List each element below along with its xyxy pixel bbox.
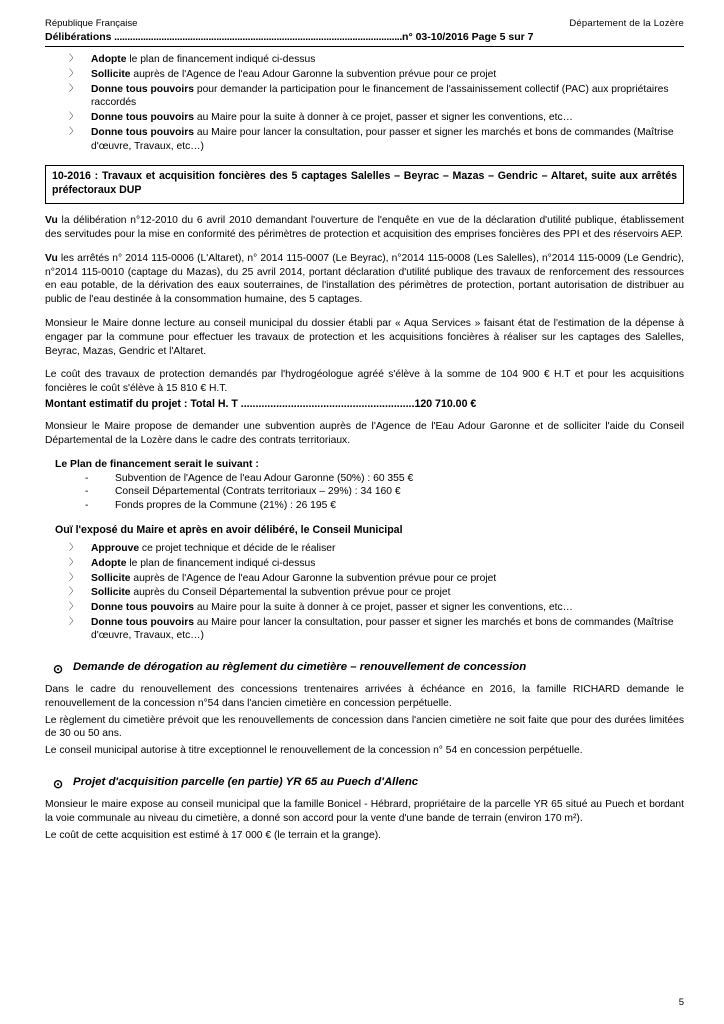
montant-line xyxy=(45,398,684,410)
bullet-text: le plan de financement indiqué ci-dessus xyxy=(126,557,316,569)
document-label: Délibérations xyxy=(45,31,112,44)
circle-dot-icon: ⊙ xyxy=(53,776,64,791)
page-header xyxy=(45,18,684,29)
paragraph-parcelle-2: Le coût de cette acquisition est estimé à 17 000 € (le terrain et la grange). xyxy=(45,829,381,841)
header-right-text: Département de la Lozère xyxy=(569,18,684,29)
list-item xyxy=(67,126,684,153)
bullet-keyword: Sollicite xyxy=(91,587,131,599)
bullet-text: au Maire pour lancer la consultation, pour passer et signer les marchés et bons de commandes (Maîtrise d'œuvre, Travaux, etc…) xyxy=(91,616,674,642)
vu-keyword: Vu xyxy=(45,215,58,227)
plan-financement-title: Le Plan de financement serait le suivant : xyxy=(55,458,259,470)
paragraph-cimetiere-2: Le règlement du cimetière prévoit que les renouvellements de concession dans l'ancien cimetière ne soit faite que pour des durées limitées de 30 ou 50 ans. xyxy=(45,714,684,740)
list-item xyxy=(67,572,684,586)
paragraph-cout: Le coût des travaux de protection demandés par l'hydrogéologue agréé s'élève à la somme de 104 900 € H.T et pour les acquisitions foncières le coût s'élève à 15 810 € H.T. xyxy=(45,369,684,395)
montant-value: 120 710.00 € xyxy=(414,397,477,410)
bullet-keyword: Donne tous pouvoirs xyxy=(91,112,194,124)
list-item xyxy=(67,68,684,82)
section-title-text: Projet d'acquisition parcelle (en partie) YR 65 au Puech d'Allenc xyxy=(73,775,419,788)
bullet-keyword: Adopte xyxy=(91,557,127,569)
circle-dot-icon: ⊙ xyxy=(53,661,64,676)
list-item xyxy=(67,542,684,556)
bullet-text: au Maire pour la suite à donner à ce projet, passer et signer les conventions, etc… xyxy=(193,601,573,613)
bullet-text: le plan de financement indiqué ci-dessus xyxy=(126,54,316,66)
list-item: - Fonds propres de la Commune (21%) : 26 195 € xyxy=(85,499,684,513)
bullet-keyword: Sollicite xyxy=(91,69,131,81)
bullet-text: pour demander la participation pour le financement de l'assainissement collectif (PAC) aux propriétaires raccordés xyxy=(91,83,669,109)
bullet-text: auprès de l'Agence de l'eau Adour Garonne la subvention prévue pour ce projet xyxy=(130,572,497,584)
list-item: - Conseil Départemental (Contrats territoriaux – 29%) : 34 160 € xyxy=(85,485,684,499)
top-bullet-list xyxy=(45,53,684,153)
deliberation-bullet-list xyxy=(45,542,684,643)
paragraph-cimetiere-1: Dans le cadre du renouvellement des concessions trentenaires arrivées à échéance en 2016, la famille RICHARD demande le renouvellement de la concession n°54 dans l'ancien cimetière en concession perpétuelle. xyxy=(45,683,684,709)
bullet-keyword: Sollicite xyxy=(91,572,131,584)
montant-label: Montant estimatif du projet : Total H. T xyxy=(45,397,241,410)
paragraph-vu-2 xyxy=(45,252,684,307)
plan-financement-list xyxy=(45,472,684,514)
deliberation-title-box: 10-2016 : Travaux et acquisition foncières des 5 captages Salelles – Beyrac – Mazas – Gendric – Altaret, suite aux arrêtés préfectoraux DUP xyxy=(45,165,684,204)
section-title-text: Demande de dérogation au règlement du cimetière – renouvellement de concession xyxy=(73,660,527,673)
list-item xyxy=(67,53,684,67)
list-item xyxy=(67,111,684,125)
page-number: 5 xyxy=(678,997,684,1008)
bullet-text: au Maire pour lancer la consultation, pour passer et signer les marchés et bons de commandes (Maîtrise d'œuvre, Travaux, etc…) xyxy=(91,126,674,152)
paragraph-text: la délibération n°12-2010 du 6 avril 2010 demandant l'ouverture de l'enquête en vue de la déclaration d'utilité publique, établissement des servitudes pour la mise en conformité des périmètres de protection et acquisition des emprises foncières des PPI et des réservoirs AEP. xyxy=(45,215,684,240)
paragraph-subvention: Monsieur le Maire propose de demander une subvention auprès de l'Agence de l'Eau Adour Garonne et de solliciter l'aide du Conseil Départemental de la Lozère dans le cadre des contrats territoriaux. xyxy=(45,420,684,446)
paragraph-vu-1 xyxy=(45,214,684,242)
list-item xyxy=(67,586,684,600)
montant-dots: ........................................................... xyxy=(240,397,415,410)
vu-keyword: Vu xyxy=(45,252,58,264)
section-heading-cimetiere xyxy=(53,660,684,676)
header-divider xyxy=(45,46,684,47)
header-left-text: République Française xyxy=(45,18,138,29)
bullet-keyword: Donne tous pouvoirs xyxy=(91,616,194,628)
oui-expose-line: Ouï l'exposé du Maire et après en avoir délibéré, le Conseil Municipal xyxy=(55,524,403,537)
bullet-keyword: Donne tous pouvoirs xyxy=(91,601,194,613)
list-item xyxy=(67,83,684,110)
document-reference-line xyxy=(45,31,684,43)
paragraph-parcelle-1: Monsieur le maire expose au conseil municipal que la famille Bonicel - Hébrard, propriétaire de la parcelle YR 65 situé au Puech et bordant la voie communale au niveau du cimetière, a donné son accord pour la vente d'une bande de terrain (environ 170 m²). xyxy=(45,798,684,824)
list-item xyxy=(67,601,684,615)
document-reference: n° 03-10/2016 Page 5 sur 7 xyxy=(402,31,534,44)
leader-dots: .............................................................................................................. xyxy=(111,31,403,44)
paragraph-text: les arrêtés n° 2014 115-0006 (L'Altaret), n° 2014 115-0007 (Le Beyrac), n°2014 115-0008 (Les Salelles), n°2014 115-0009 (Le Gendric), n°2014 115-0010 (captage du Mazas), du 25 avril 2014, portant déclaration d'utilité publique des travaux de renforcement des ressources en eau potable, de la dérivation des eaux souterraines, de l'installation des périmètres de protection, portant autorisation de distribuer au public de l'eau destinée à la consommation humaine, des 5 captages. xyxy=(45,252,684,306)
bullet-keyword: Adopte xyxy=(91,54,127,66)
bullet-keyword: Donne tous pouvoirs xyxy=(91,126,194,138)
bullet-text: auprès de l'Agence de l'eau Adour Garonne la subvention prévue pour ce projet xyxy=(130,69,497,81)
list-item: - Subvention de l'Agence de l'eau Adour Garonne (50%) : 60 355 € xyxy=(85,472,684,486)
bullet-text: au Maire pour la suite à donner à ce projet, passer et signer les conventions, etc… xyxy=(193,112,573,124)
paragraph-cimetiere-3: Le conseil municipal autorise à titre exceptionnel le renouvellement de la concession n° 54 en concession perpétuelle. xyxy=(45,745,583,757)
bullet-keyword: Approuve xyxy=(91,543,140,555)
section-heading-parcelle xyxy=(53,775,684,791)
bullet-keyword: Donne tous pouvoirs xyxy=(91,83,194,95)
paragraph-lecture: Monsieur le Maire donne lecture au conseil municipal du dossier établi par « Aqua Services » faisant état de l'estimation de la dépense à engager par la commune pour effectuer les travaux de protection et les acquisitions foncières à réaliser sur les captages des Salelles, Beyrac, Mazas, Gendric et l'Altaret. xyxy=(45,317,684,357)
list-item xyxy=(67,557,684,571)
bullet-text: auprès du Conseil Départemental la subvention prévue pour ce projet xyxy=(130,587,451,599)
list-item xyxy=(67,616,684,643)
bullet-text: ce projet technique et décide de le réaliser xyxy=(139,543,336,555)
